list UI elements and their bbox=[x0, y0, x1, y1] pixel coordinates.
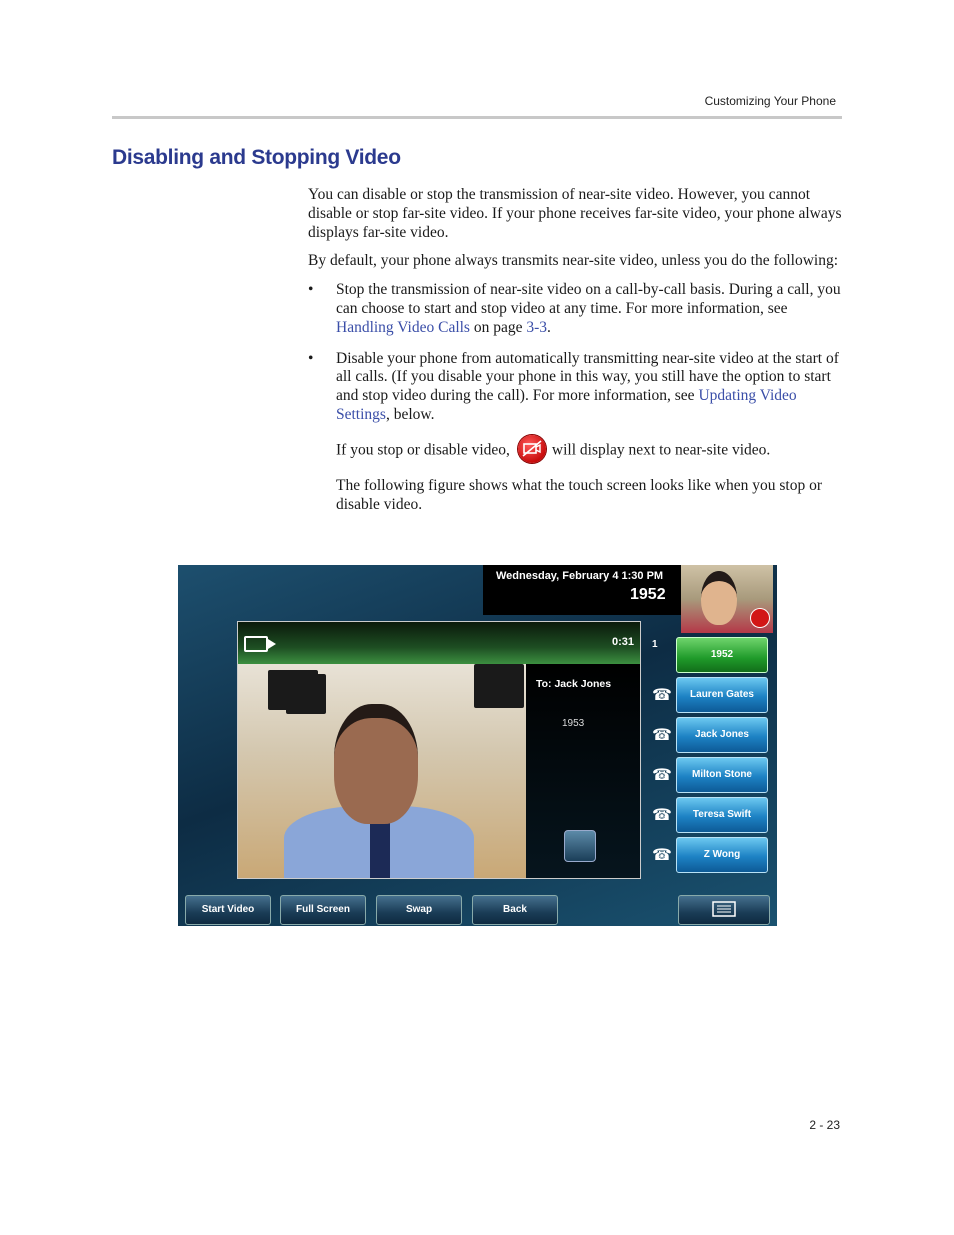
running-header: Customizing Your Phone bbox=[704, 94, 836, 108]
bullet-2-text: Disable your phone from automatically transmitting near-site video at the start of all calls. (If you disable your phone in this way, you still have the option to start and stop video during the call). For more information, see bbox=[336, 349, 839, 405]
header-rule bbox=[112, 116, 842, 119]
call-timer: 0:31 bbox=[611, 636, 634, 648]
swap-button[interactable]: Swap bbox=[376, 895, 462, 925]
monitor bbox=[286, 674, 326, 714]
monitor bbox=[474, 664, 524, 708]
bullet-dot: • bbox=[308, 281, 314, 299]
bullet-1-text: Stop the transmission of near-site video on a call-by-call basis. During a call, you can choose to start and stop video at any time. For more information, see bbox=[336, 281, 841, 317]
paragraph-1: You can disable or stop the transmission of near-site video. However, you cannot disable or stop far-site video. If your phone receives far-site video, your phone always displays far-site video. bbox=[308, 186, 842, 241]
extension-number: 1952 bbox=[630, 586, 666, 603]
full-screen-button[interactable]: Full Screen bbox=[280, 895, 366, 925]
call-to-label: To: Jack Jones bbox=[536, 678, 612, 690]
video-stopped-icon bbox=[751, 609, 769, 627]
bullet-2-end: , below. bbox=[385, 405, 435, 423]
video-stopped-icon bbox=[518, 435, 546, 463]
call-info-panel bbox=[526, 664, 640, 878]
paragraph-2: By default, your phone always transmits near-site video, unless you do the following: bbox=[308, 252, 839, 270]
handling-video-calls-link[interactable]: Handling Video Calls bbox=[336, 318, 470, 336]
dialpad-icon[interactable] bbox=[564, 830, 596, 862]
page-3-3-link[interactable]: 3-3 bbox=[526, 318, 548, 336]
bullet-1-end: . bbox=[547, 318, 551, 336]
self-view-face bbox=[701, 571, 737, 625]
icon-note bbox=[308, 437, 842, 465]
line-key-jack-jones[interactable]: Jack Jones bbox=[676, 717, 768, 753]
handset-icon: ☎ bbox=[652, 847, 672, 864]
call-window bbox=[237, 621, 641, 879]
bullet-list bbox=[308, 281, 842, 425]
line-key-lauren-gates[interactable]: Lauren Gates bbox=[676, 677, 768, 713]
line-key-teresa-swift[interactable]: Teresa Swift bbox=[676, 797, 768, 833]
bullet-item-2 bbox=[308, 350, 842, 425]
updating-video-settings-link[interactable]: Updating Video Settings bbox=[336, 387, 797, 423]
line-badge: 1 bbox=[652, 639, 658, 650]
video-camera-icon bbox=[244, 636, 268, 652]
handset-icon: ☎ bbox=[652, 807, 672, 824]
section-title: Disabling and Stopping Video bbox=[112, 146, 401, 169]
line-key-milton-stone[interactable]: Milton Stone bbox=[676, 757, 768, 793]
figure-intro: The following figure shows what the touch screen looks like when you stop or disable video. bbox=[336, 476, 823, 513]
handset-icon: ☎ bbox=[652, 767, 672, 784]
menu-icon bbox=[712, 901, 736, 917]
line-key-1952[interactable]: 1952 bbox=[676, 637, 768, 673]
handset-icon: ☎ bbox=[652, 687, 672, 704]
person-head bbox=[334, 704, 418, 824]
date-time: Wednesday, February 4 1:30 PM bbox=[496, 570, 664, 582]
page-number: 2 - 23 bbox=[809, 1118, 840, 1132]
handset-icon: ☎ bbox=[652, 727, 672, 744]
icon-note-post: will display next to near-site video. bbox=[551, 441, 771, 459]
bullet-1-mid: on page bbox=[469, 318, 527, 336]
start-video-button[interactable]: Start Video bbox=[185, 895, 271, 925]
near-site-video-preview bbox=[681, 565, 773, 633]
icon-note-pre: If you stop or disable video, bbox=[336, 441, 510, 459]
call-header-bar bbox=[238, 622, 640, 664]
menu-button[interactable] bbox=[678, 895, 770, 925]
bullet-dot: • bbox=[308, 349, 314, 367]
back-button[interactable]: Back bbox=[472, 895, 558, 925]
line-key-z-wong[interactable]: Z Wong bbox=[676, 837, 768, 873]
touch-screen-figure bbox=[178, 565, 777, 926]
call-to-number: 1953 bbox=[562, 718, 585, 729]
far-site-video bbox=[238, 664, 526, 878]
bullet-item-1 bbox=[308, 281, 842, 337]
body-text bbox=[308, 186, 842, 526]
